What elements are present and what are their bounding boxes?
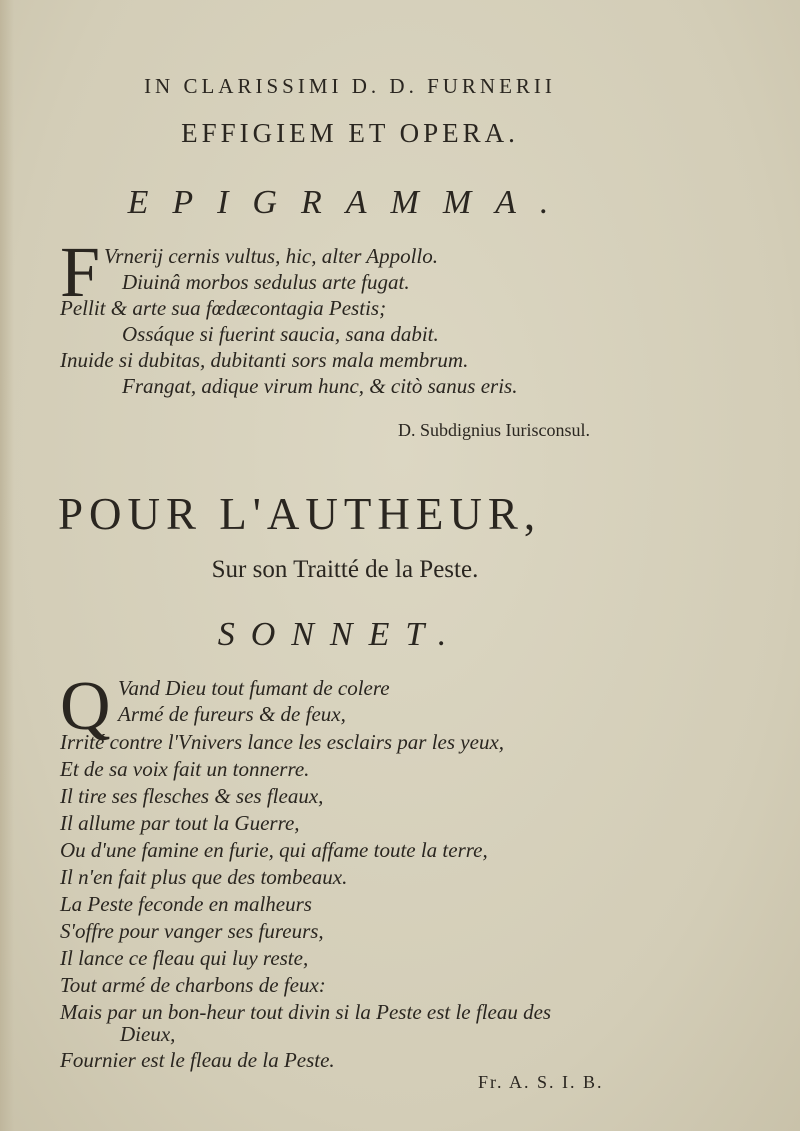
epigram-line: Pellit & arte sua fœdæcontagia Pestis; [60,296,387,320]
sonnet-line: Il tire ses flesches & ses fleaux, [60,784,324,808]
sonnet-drop-cap: Q [60,668,111,745]
sonnet-line: Il n'en fait plus que des tombeaux. [60,865,348,889]
sonnet-line: Ou d'une famine en furie, qui affame toute la terre, [60,838,488,862]
epigram-heading: EPIGRAMMA. [127,184,573,221]
section-title: POUR L'AUTHEUR, [58,489,542,539]
sonnet-line: Et de sa voix fait un tonnerre. [60,757,310,781]
sonnet-line: S'offre pour vanger ses fureurs, [60,919,324,943]
sonnet-line: Vand Dieu tout fumant de colere [118,676,390,700]
epigram-line: Frangat, adique virum hunc, & citò sanus eris. [122,374,518,398]
sonnet-heading: SONNET. [217,616,463,653]
sonnet-line: Tout armé de charbons de feux: [60,973,326,997]
sonnet-line: Mais par un bon-heur tout divin si la Peste est le fleau des [60,1000,552,1024]
sonnet-line: Irrité contre l'Vnivers lance les esclairs par les yeux, [60,730,505,754]
epigram-drop-cap: F [60,232,101,312]
sonnet-line: La Peste feconde en malheurs [60,892,312,916]
epigram-line: Diuinâ morbos sedulus arte fugat. [122,270,410,294]
epigram-line: Vrnerij cernis vultus, hic, alter Appollo. [104,244,439,268]
dedication-subline: EFFIGIEM ET OPERA. [181,118,519,148]
sonnet-line: Dieux, [120,1022,176,1046]
section-subtitle: Sur son Traitté de la Peste. [211,556,479,583]
sonnet-line: Fournier est le fleau de la Peste. [60,1048,335,1072]
sonnet-line: Il allume par tout la Guerre, [60,811,300,835]
epigram-line: Ossáque si fuerint saucia, sana dabit. [122,322,439,346]
sonnet-signature: Fr. A. S. I. B. [478,1072,604,1092]
sonnet-line: Il lance ce fleau qui luy reste, [60,946,309,970]
epigram-signature: D. Subdignius Iurisconsul. [398,420,591,440]
dedication-line: IN CLARISSIMI D. D. FURNERII [144,74,556,98]
epigram-line: Inuide si dubitas, dubitanti sors mala membrum. [60,348,469,372]
sonnet-line: Armé de fureurs & de feux, [118,702,346,726]
